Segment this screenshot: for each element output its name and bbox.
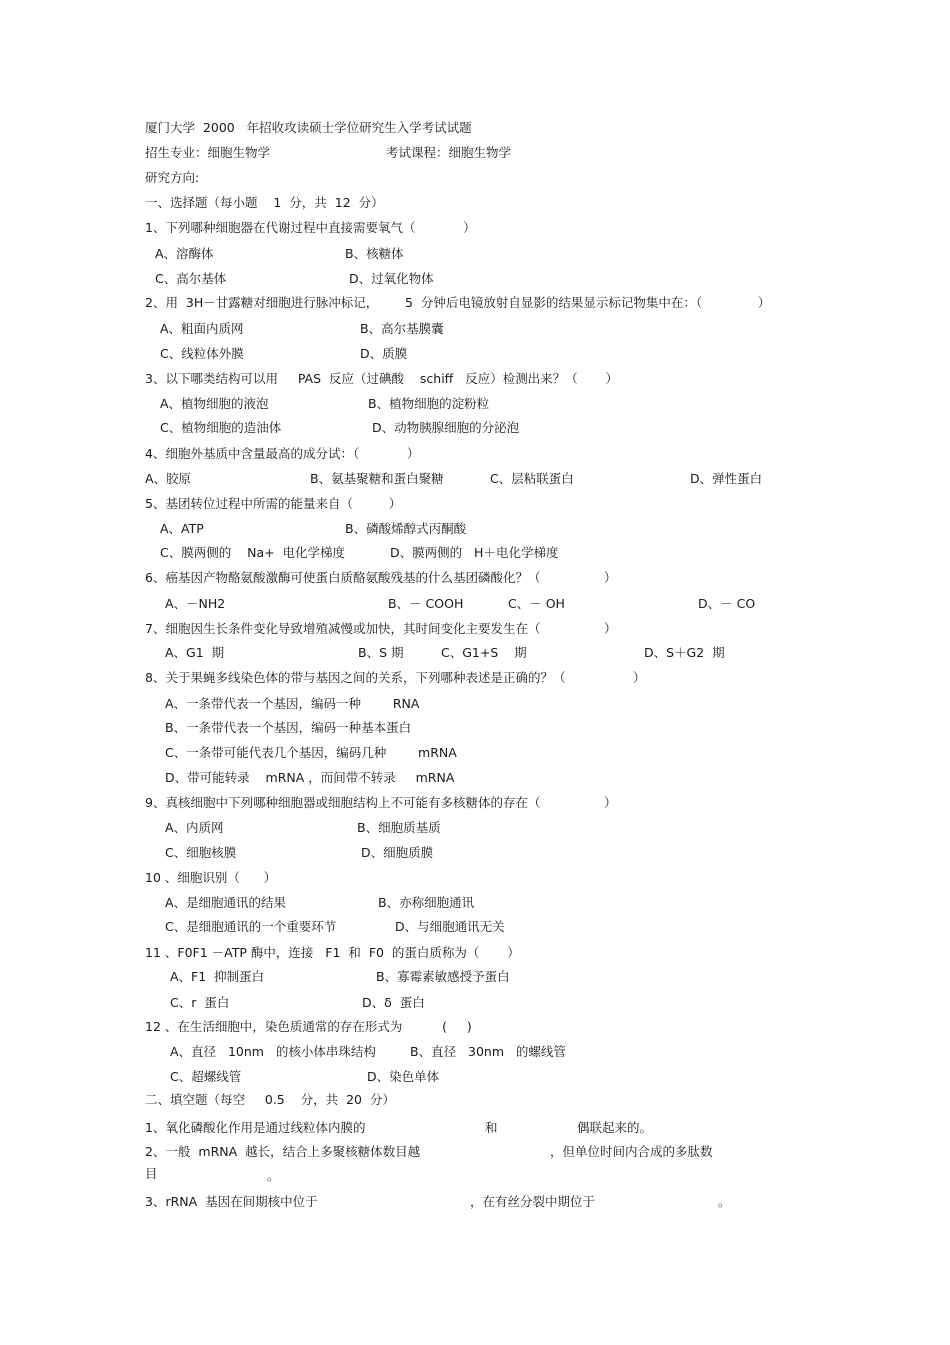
fill-blank-text: ，在有丝分裂中期位于: [470, 1194, 596, 1209]
question-stem: 3、以下哪类结构可以用 PAS 反应（过碘酸 schiff 反应）检测出来？（ ）: [145, 371, 619, 386]
option-d: D、动物胰腺细胞的分泌泡: [372, 420, 520, 435]
option-b: B、－ COOH: [388, 596, 464, 611]
option-c: C、线粒体外膜: [160, 346, 244, 361]
option-a: A、G1 期: [165, 645, 225, 660]
option-b: B、一条带代表一个基因，编码一种基本蛋白: [165, 720, 412, 735]
option-b: B、磷酸烯醇式丙酮酸: [345, 521, 467, 536]
option-c: C、植物细胞的造油体: [160, 420, 282, 435]
option-d: D、染色单体: [367, 1069, 440, 1084]
option-d: D、质膜: [360, 346, 408, 361]
question-stem: 1、下列哪种细胞器在代谢过程中直接需要氧气（ ）: [145, 220, 476, 235]
option-d: D、与细胞通讯无关: [395, 919, 505, 934]
option-b: B、高尔基膜囊: [360, 321, 444, 336]
option-a: A、一条带代表一个基因，编码一种 RNA: [165, 696, 420, 711]
fill-blank-text: ，但单位时间内合成的多肽数: [550, 1144, 713, 1159]
question-stem: 5、基团转位过程中所需的能量来自（ ）: [145, 496, 402, 511]
fill-blank-text: 和: [485, 1120, 498, 1135]
section-heading: 二、填空题（每空 0.5 分，共 20 分）: [145, 1092, 395, 1107]
fill-blank-text: 。: [718, 1194, 731, 1209]
option-c: C、是细胞通讯的一个重要环节: [165, 919, 337, 934]
option-d: D、S＋G2 期: [644, 645, 725, 660]
option-b: B、细胞质基质: [357, 820, 441, 835]
section-heading: 一、选择题（每小题 1 分，共 12 分）: [145, 195, 384, 210]
research-direction: 研究方向:: [145, 170, 200, 185]
option-c: C、r 蛋白: [170, 995, 230, 1010]
fill-blank-text: 1、氧化磷酸化作用是通过线粒体内膜的: [145, 1120, 366, 1135]
option-b: B、亦称细胞通讯: [378, 895, 475, 910]
option-a: A、ATP: [160, 521, 204, 536]
fill-blank-text: 目: [145, 1166, 158, 1181]
option-c: C、G1+S 期: [441, 645, 527, 660]
option-c: C、一条带可能代表几个基因，编码几种 mRNA: [165, 745, 457, 760]
option-b: B、S 期: [358, 645, 404, 660]
option-b: B、核糖体: [345, 246, 404, 261]
question-stem: 7、细胞因生长条件变化导致增殖减慢或加快，其时间变化主要发生在（ ）: [145, 621, 617, 636]
fill-blank-text: 2、一般 mRNA 越长，结合上多聚核糖体数目越: [145, 1144, 421, 1159]
option-b: B、直径 30nm 的螺线管: [410, 1044, 566, 1059]
option-c: C、高尔基体: [155, 271, 227, 286]
option-a: A、直径 10nm 的核小体串珠结构: [170, 1044, 376, 1059]
question-stem: 11 、F0F1 －ATP 酶中，连接 F1 和 F0 的蛋白质称为（ ）: [145, 945, 520, 960]
option-d: D、过氧化物体: [349, 271, 434, 286]
option-c: C、超螺线管: [170, 1069, 242, 1084]
question-stem: 4、细胞外基质中含量最高的成分试：（ ）: [145, 446, 420, 461]
fill-blank-text: 3、rRNA 基因在间期核中位于: [145, 1194, 318, 1209]
option-a: A、是细胞通讯的结果: [165, 895, 287, 910]
option-b: B、植物细胞的淀粉粒: [368, 396, 490, 411]
option-b: B、氨基聚糖和蛋白聚糖: [310, 471, 444, 486]
option-a: A、粗面内质网: [160, 321, 244, 336]
option-b: B、寡霉素敏感授予蛋白: [376, 969, 510, 984]
question-stem: 2、用 3H－甘露糖对细胞进行脉冲标记，: [145, 295, 379, 310]
option-c: C、膜两侧的 Na+ 电化学梯度: [160, 545, 346, 560]
question-stem: 10 、细胞识别（ ）: [145, 870, 277, 885]
option-d: D、弹性蛋白: [690, 471, 763, 486]
fill-blank-text: 。: [267, 1168, 280, 1183]
exam-title: 厦门大学 2000 年招收攻读硕士学位研究生入学考试试题: [145, 120, 472, 135]
option-a: A、内质网: [165, 820, 224, 835]
option-a: A、胶原: [145, 471, 192, 486]
option-d: D、－ CO: [698, 596, 756, 611]
course-label: 考试课程：细胞生物学: [386, 145, 512, 160]
option-a: A、F1 抑制蛋白: [170, 969, 265, 984]
option-c: C、层粘联蛋白: [490, 471, 574, 486]
option-c: C、细胞核膜: [165, 845, 237, 860]
option-d: D、细胞质膜: [361, 845, 434, 860]
option-d: D、δ 蛋白: [362, 995, 425, 1010]
question-stem: 9、真核细胞中下列哪种细胞器或细胞结构上不可能有多核糖体的存在（ ）: [145, 795, 617, 810]
question-stem-continued: 5 分钟后电镜放射自显影的结果显示标记物集中在：（ ）: [405, 295, 771, 310]
major-label: 招生专业：细胞生物学: [145, 145, 271, 160]
question-stem: 8、关于果蝇多线染色体的带与基因之间的关系，下列哪种表述是正确的？（ ）: [145, 670, 646, 685]
option-c: C、－ OH: [508, 596, 565, 611]
option-a: A、－NH2: [165, 596, 226, 611]
option-d: D、带可能转录 mRNA ，而间带不转录 mRNA: [165, 770, 455, 785]
question-stem: 12 、在生活细胞中，染色质通常的存在形式为 ( ): [145, 1019, 472, 1034]
option-a: A、溶酶体: [155, 246, 214, 261]
question-stem: 6、癌基因产物酪氨酸激酶可使蛋白质酪氨酸残基的什么基团磷酸化？（ ）: [145, 570, 617, 585]
fill-blank-text: 偶联起来的。: [577, 1120, 653, 1135]
option-d: D、膜两侧的 H＋电化学梯度: [390, 545, 559, 560]
option-a: A、植物细胞的液泡: [160, 396, 269, 411]
